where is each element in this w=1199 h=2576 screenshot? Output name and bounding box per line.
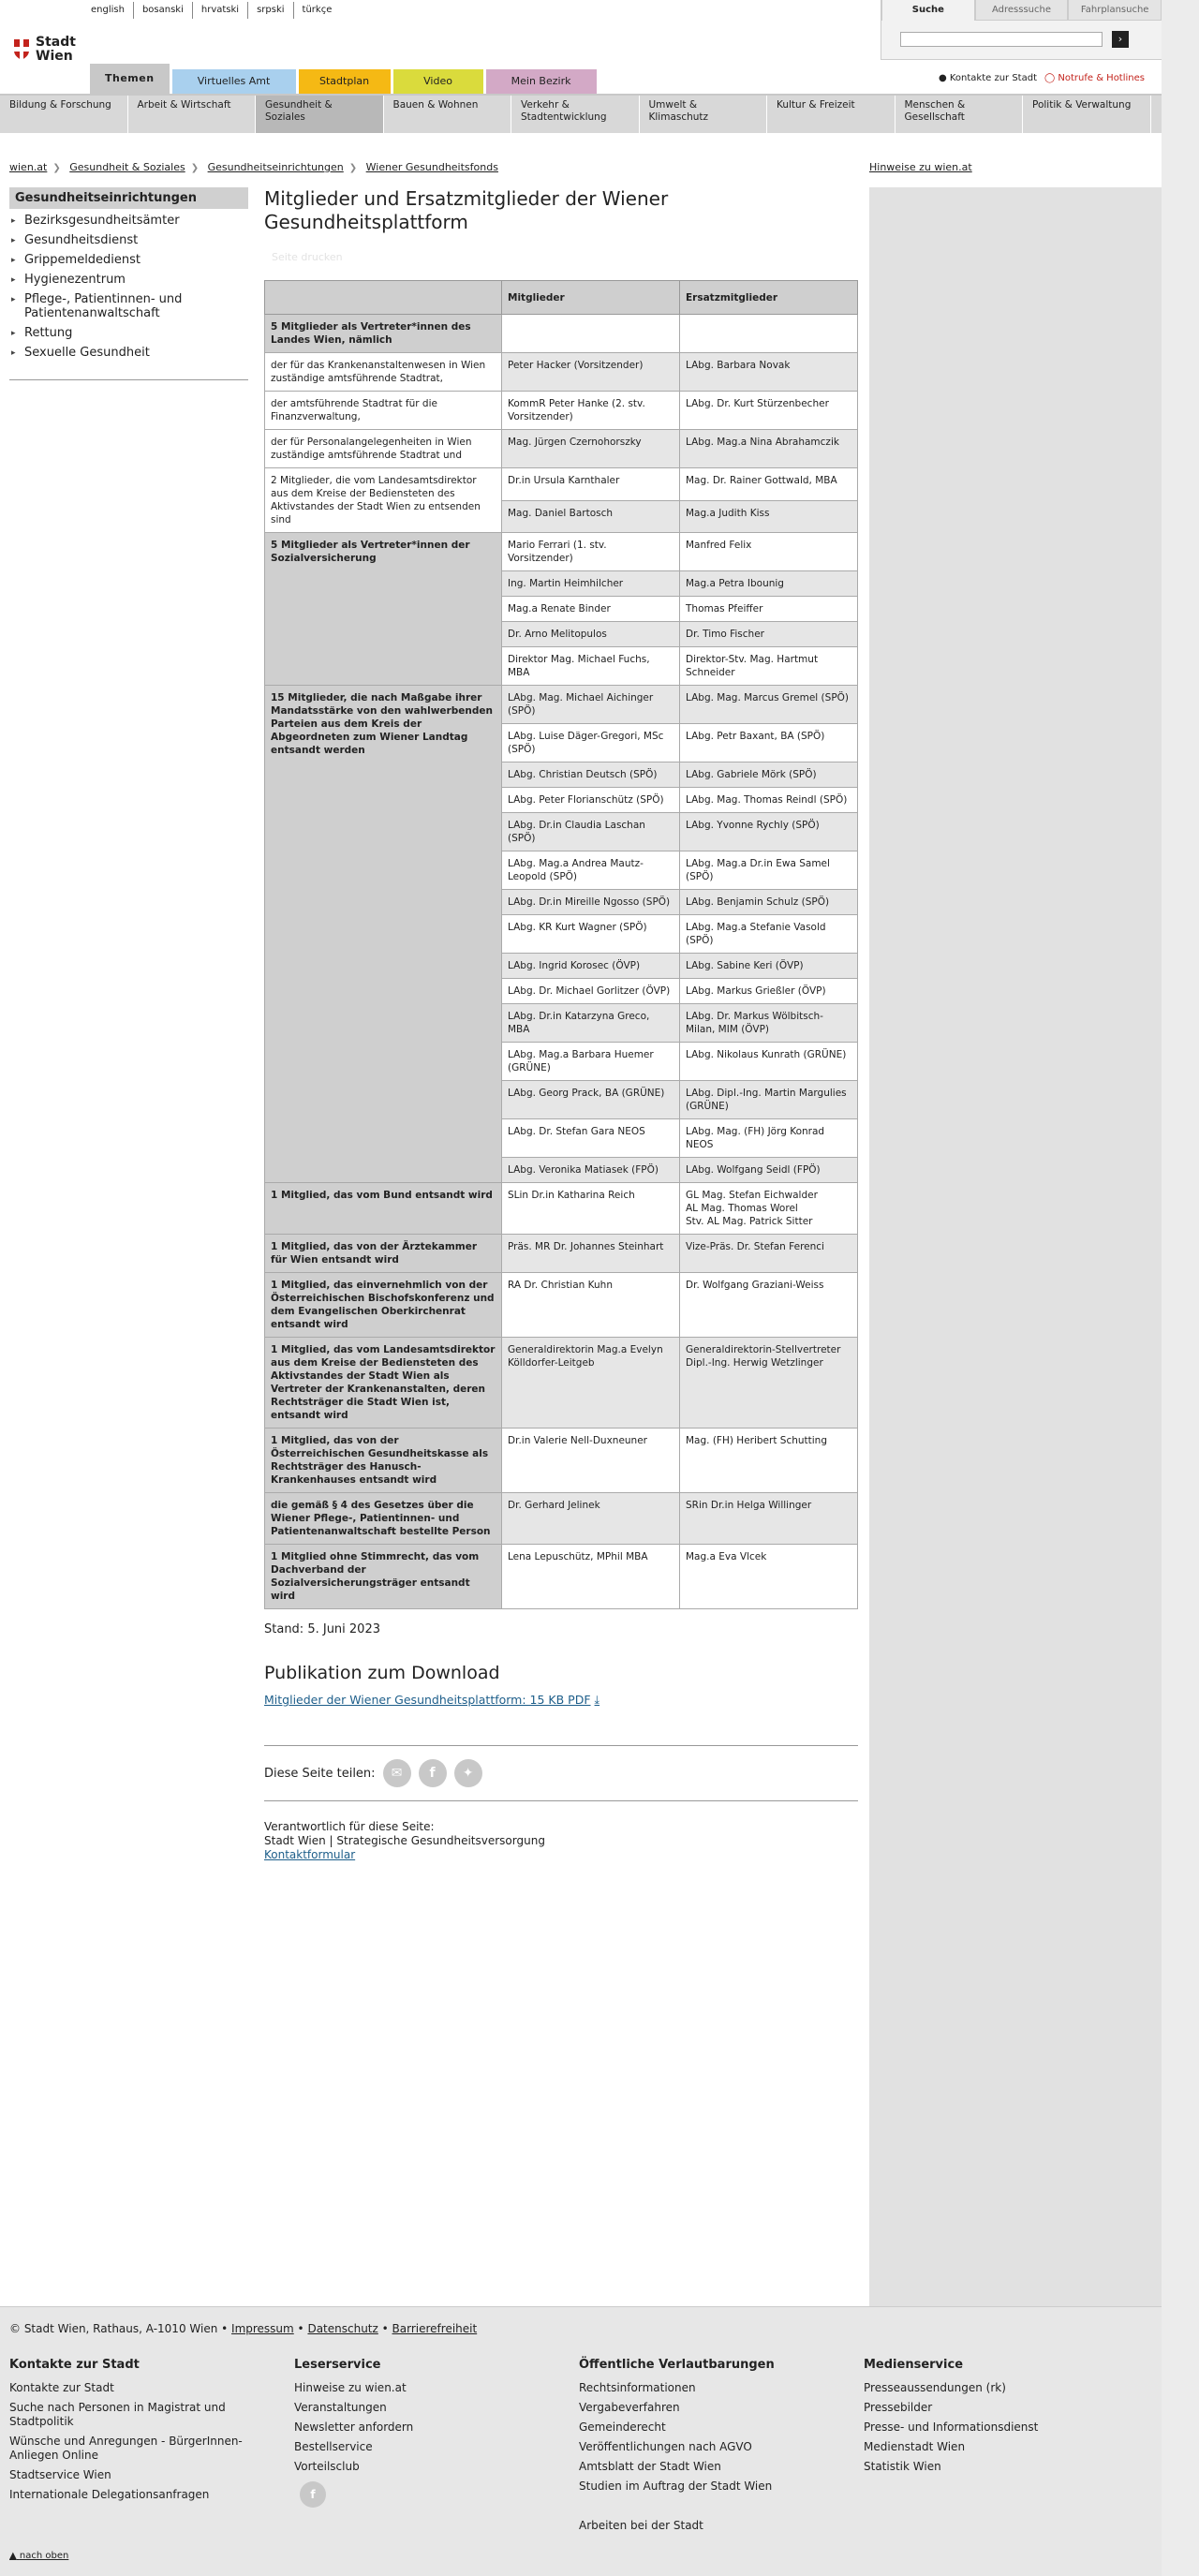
substitute-cell: LAbg. Mag. (FH) Jörg Konrad NEOS [680, 1119, 858, 1158]
table-row [265, 686, 858, 724]
coat-of-arms-icon [13, 38, 30, 61]
footer-link[interactable]: Veranstaltungen [294, 2401, 387, 2414]
category-cell: 5 Mitglieder als Vertreter*innen der Sozialversicherung [265, 533, 502, 686]
substitute-cell [680, 315, 858, 353]
footer-column [9, 2358, 294, 2539]
member-cell: Lena Lepuschütz, MPhil MBA [502, 1545, 680, 1609]
table-header-empty [265, 281, 502, 315]
footer-columns [9, 2358, 1148, 2539]
section-nav-item[interactable]: ▸ Bezirksgesundheitsämter [9, 211, 248, 230]
member-cell: Präs. MR Dr. Johannes Steinhart [502, 1235, 680, 1273]
logo-line2: Wien [36, 49, 73, 64]
site-footer [0, 2306, 1162, 2576]
lang-link[interactable]: hrvatski [193, 2, 248, 19]
nav-kultur[interactable]: Kultur & Freizeit [767, 96, 896, 133]
share-label: Diese Seite teilen: [264, 1766, 376, 1781]
table-row [265, 430, 858, 468]
facebook-share-icon[interactable]: f [419, 1759, 447, 1787]
category-cell: 5 Mitglieder als Vertreter*innen des Landes Wien, nämlich [265, 315, 502, 353]
member-cell: Peter Hacker (Vorsitzender) [502, 353, 680, 392]
substitute-cell: Manfred Felix [680, 533, 858, 571]
member-cell: Ing. Martin Heimhilcher [502, 571, 680, 597]
member-cell: LAbg. Dr.in Mireille Ngosso (SPÖ) [502, 890, 680, 915]
table-row [265, 468, 858, 501]
footer-link[interactable]: Newsletter anfordern [294, 2421, 414, 2434]
emergency-icon: ◯ [1044, 73, 1058, 83]
pdf-download-link[interactable]: Mitglieder der Wiener Gesundheitsplattform: 15 KB PDF ⤓ [264, 1693, 600, 1707]
tab-stadtplan[interactable]: Stadtplan [299, 69, 391, 94]
section-nav-item[interactable]: ▸ Grippemeldedienst [9, 250, 248, 270]
footer-link[interactable]: Vorteilsclub [294, 2460, 360, 2473]
nav-arbeit[interactable]: Arbeit & Wirtschaft [128, 96, 257, 133]
member-cell: Dr. Arno Melitopulos [502, 622, 680, 647]
caret-up-icon: ▲ [9, 2551, 17, 2561]
member-cell: LAbg. Georg Prack, BA (GRÜNE) [502, 1081, 680, 1119]
substitute-cell: LAbg. Mag.a Dr.in Ewa Samel (SPÖ) [680, 851, 858, 890]
substitute-cell: LAbg. Mag. Marcus Gremel (SPÖ) [680, 686, 858, 724]
footer-link[interactable]: Medienstadt Wien [864, 2440, 966, 2453]
language-switcher [82, 2, 340, 19]
chevron-right-icon: ❯ [190, 163, 200, 173]
footer-link[interactable]: Presseaussendungen (rk) [864, 2381, 1006, 2394]
section-nav-item[interactable]: ▸ Pflege-, Patientinnen- und Patientenanwaltschaft [9, 289, 248, 323]
page-right-margin [1162, 0, 1199, 2576]
table-row [265, 1545, 858, 1609]
tab-virtuelles-amt[interactable]: Virtuelles Amt [172, 69, 296, 94]
member-cell: LAbg. KR Kurt Wagner (SPÖ) [502, 915, 680, 954]
impressum-link[interactable]: Impressum [231, 2322, 294, 2335]
member-cell: RA Dr. Christian Kuhn [502, 1273, 680, 1338]
footer-link[interactable]: Amtsblatt der Stadt Wien [579, 2460, 721, 2473]
lang-link[interactable]: english [82, 2, 134, 19]
utility-links [939, 73, 1145, 83]
substitute-cell: LAbg. Benjamin Schulz (SPÖ) [680, 890, 858, 915]
member-cell: Dr.in Ursula Karnthaler [502, 468, 680, 501]
tab-suche[interactable]: Suche [881, 0, 975, 21]
stadt-wien-logo[interactable] [13, 36, 76, 64]
site-header [0, 0, 1162, 94]
footer-link[interactable]: Arbeiten bei der Stadt [579, 2519, 703, 2532]
nav-menschen[interactable]: Menschen & Gesellschaft [896, 96, 1024, 133]
member-cell: Mag. Jürgen Czernohorszky [502, 430, 680, 468]
theme-tabs [90, 69, 597, 94]
category-cell: 1 Mitglied, das vom Landesamtsdirektor aus dem Kreise der Bediensteten des Aktivstandes der Stadt Wien als Vertreter der Krankenanstalten, deren Rechtsträger die Stadt Wien ist, entsandt wird [265, 1338, 502, 1429]
search-submit-button[interactable]: › [1112, 31, 1129, 48]
category-cell: der für das Krankenanstaltenwesen in Wien zuständige amtsführende Stadtrat, [265, 353, 502, 392]
section-nav-item[interactable]: ▸ Gesundheitsdienst [9, 230, 248, 250]
substitute-cell: Generaldirektorin-Stellvertreter Dipl.-Ing. Herwig Wetzlinger [680, 1338, 858, 1429]
download-icon: ⤓ [594, 1693, 600, 1707]
substitute-cell: LAbg. Nikolaus Kunrath (GRÜNE) [680, 1043, 858, 1081]
section-nav-item[interactable]: ▸ Sexuelle Gesundheit [9, 343, 248, 363]
category-cell: 1 Mitglied, das einvernehmlich von der Österreichischen Bischofskonferenz und dem Evangelischen Oberkirchenrat entsandt wird [265, 1273, 502, 1338]
member-cell: Generaldirektorin Mag.a Evelyn Kölldorfer-Leitgeb [502, 1338, 680, 1429]
substitute-cell: Dr. Timo Fischer [680, 622, 858, 647]
footer-column [294, 2358, 579, 2539]
table-row [265, 392, 858, 430]
footer-column-title: Öffentliche Verlautbarungen [579, 2358, 775, 2372]
tab-themen[interactable]: Themen [90, 64, 170, 94]
breadcrumb-link[interactable]: Wiener Gesundheitsfonds [365, 161, 498, 173]
member-cell: LAbg. Mag.a Barbara Huemer (GRÜNE) [502, 1043, 680, 1081]
search-input[interactable] [900, 32, 1103, 47]
members-table [264, 280, 858, 1609]
category-cell: der für Personalangelegenheiten in Wien zuständige amtsführende Stadtrat und [265, 430, 502, 468]
members-table-body [265, 315, 858, 1609]
table-row [265, 1493, 858, 1545]
nav-gesundheit[interactable]: Gesundheit & Soziales [256, 96, 384, 133]
footer-link[interactable]: Internationale Delegationsanfragen [9, 2488, 210, 2501]
print-link[interactable]: Seite drucken [272, 251, 343, 263]
share-bar [264, 1759, 858, 1787]
publication-heading: Publikation zum Download [264, 1663, 500, 1683]
twitter-share-icon[interactable]: ✦ [454, 1759, 482, 1787]
category-cell: 1 Mitglied, das vom Bund entsandt wird [265, 1183, 502, 1235]
person-icon: ● [938, 73, 950, 83]
member-cell: LAbg. Luise Däger-Gregori, MSc (SPÖ) [502, 724, 680, 762]
tab-video[interactable]: Video [393, 69, 483, 94]
member-cell: LAbg. Dr. Michael Gorlitzer (ÖVP) [502, 979, 680, 1004]
tab-mein-bezirk[interactable]: Mein Bezirk [486, 69, 597, 94]
barrierefreiheit-link[interactable]: Barrierefreiheit [392, 2322, 478, 2335]
datenschutz-link[interactable]: Datenschutz [307, 2322, 378, 2335]
footer-column [579, 2358, 864, 2539]
substitute-cell: LAbg. Barbara Novak [680, 353, 858, 392]
substitute-cell: LAbg. Wolfgang Seidl (FPÖ) [680, 1158, 858, 1183]
breadcrumb [9, 161, 498, 173]
member-cell: KommR Peter Hanke (2. stv. Vorsitzender) [502, 392, 680, 430]
member-cell: LAbg. Veronika Matiasek (FPÖ) [502, 1158, 680, 1183]
breadcrumb-link[interactable]: Gesundheit & Soziales [69, 161, 185, 173]
table-row [265, 533, 858, 571]
copyright-line: © Stadt Wien, Rathaus, A-1010 Wien • Impressum • Datenschutz • Barrierefreiheit [9, 2322, 478, 2335]
table-row [265, 1183, 858, 1235]
category-cell: der amtsführende Stadtrat für die Finanzverwaltung, [265, 392, 502, 430]
substitute-cell: SRin Dr.in Helga Willinger [680, 1493, 858, 1545]
member-cell: LAbg. Mag. Michael Aichinger (SPÖ) [502, 686, 680, 724]
substitute-cell: Mag.a Judith Kiss [680, 500, 858, 533]
chevron-right-icon: ❯ [52, 163, 61, 173]
category-cell: 1 Mitglied, das von der Ärztekammer für Wien entsandt wird [265, 1235, 502, 1273]
table-row [265, 353, 858, 392]
footer-link[interactable]: Statistik Wien [864, 2460, 941, 2473]
member-cell: Dr.in Valerie Nell-Duxneuner [502, 1429, 680, 1493]
table-row [265, 1235, 858, 1273]
right-sidebar [869, 187, 1162, 2306]
footer-link[interactable]: Vergabeverfahren [579, 2401, 680, 2414]
back-to-top-link[interactable]: ▲ nach oben [9, 2551, 69, 2561]
breadcrumb-link[interactable]: Gesundheitseinrichtungen [207, 161, 344, 173]
substitute-cell: LAbg. Markus Grießler (ÖVP) [680, 979, 858, 1004]
substitute-cell: LAbg. Dr. Kurt Stürzenbecher [680, 392, 858, 430]
footer-column-title: Leserservice [294, 2358, 381, 2372]
table-row [265, 1338, 858, 1429]
footer-link[interactable]: Hinweise zu wien.at [294, 2381, 407, 2394]
member-cell: Dr. Gerhard Jelinek [502, 1493, 680, 1545]
facebook-icon[interactable]: f [300, 2481, 326, 2508]
table-row [265, 1429, 858, 1493]
substitute-cell: LAbg. Sabine Keri (ÖVP) [680, 954, 858, 979]
footer-column-title: Kontakte zur Stadt [9, 2358, 140, 2372]
member-cell: Direktor Mag. Michael Fuchs, MBA [502, 647, 680, 686]
footer-column-title: Medienservice [864, 2358, 964, 2372]
main-navigation [0, 94, 1162, 133]
footer-link[interactable]: Suche nach Personen in Magistrat und Stadtpolitik [9, 2401, 226, 2428]
substitute-cell: Mag.a Petra Ibounig [680, 571, 858, 597]
contacts-link[interactable]: ● Kontakte zur Stadt [938, 73, 1037, 83]
footer-link[interactable]: Bestellservice [294, 2440, 373, 2453]
tab-adresssuche[interactable]: Adresssuche [975, 0, 1069, 21]
member-cell [502, 315, 680, 353]
substitute-cell: LAbg. Petr Baxant, BA (SPÖ) [680, 724, 858, 762]
category-cell: 1 Mitglied, das von der Österreichischen Gesundheitskasse als Rechtsträger des Hanusch-Krankenhauses entsandt wird [265, 1429, 502, 1493]
lang-link[interactable]: srpski [248, 2, 293, 19]
substitute-cell: Thomas Pfeiffer [680, 597, 858, 622]
nav-verkehr[interactable]: Verkehr & Stadtentwicklung [511, 96, 640, 133]
member-cell: SLin Dr.in Katharina Reich [502, 1183, 680, 1235]
table-row [265, 1273, 858, 1338]
nav-politik[interactable]: Politik & Verwaltung [1023, 96, 1151, 133]
footer-link[interactable]: Gemeinderecht [579, 2421, 666, 2434]
chevron-right-icon: ❯ [348, 163, 358, 173]
tab-fahrplansuche[interactable]: Fahrplansuche [1068, 0, 1162, 21]
substitute-cell: LAbg. Mag.a Stefanie Vasold (SPÖ) [680, 915, 858, 954]
member-cell: LAbg. Mag.a Andrea Mautz-Leopold (SPÖ) [502, 851, 680, 890]
member-cell: LAbg. Peter Florianschütz (SPÖ) [502, 788, 680, 813]
footer-link[interactable]: Veröffentlichungen nach AGVO [579, 2440, 752, 2453]
substitute-cell: Mag. Dr. Rainer Gottwald, MBA [680, 468, 858, 501]
member-cell: LAbg. Christian Deutsch (SPÖ) [502, 762, 680, 788]
footer-link[interactable]: Presse- und Informationsdienst [864, 2421, 1039, 2434]
substitute-cell: LAbg. Mag. Thomas Reindl (SPÖ) [680, 788, 858, 813]
mail-share-icon[interactable]: ✉ [383, 1759, 411, 1787]
member-cell: Mag.a Renate Binder [502, 597, 680, 622]
member-cell: Mario Ferrari (1. stv. Vorsitzender) [502, 533, 680, 571]
substitute-cell: Mag. (FH) Heribert Schutting [680, 1429, 858, 1493]
member-cell: LAbg. Ingrid Korosec (ÖVP) [502, 954, 680, 979]
table-row [265, 315, 858, 353]
emergency-link[interactable]: ◯ Notrufe & Hotlines [1044, 73, 1145, 83]
category-cell: die gemäß § 4 des Gesetzes über die Wiener Pflege-, Patientinnen- und Patientenanwaltschaft bestellte Person [265, 1493, 502, 1545]
member-cell: Mag. Daniel Bartosch [502, 500, 680, 533]
search-panel [881, 0, 1162, 60]
substitute-cell: LAbg. Dr. Markus Wölbitsch-Milan, MIM (ÖVP) [680, 1004, 858, 1043]
breadcrumb-link[interactable]: wien.at [9, 161, 48, 173]
nav-bildung[interactable]: Bildung & Forschung [0, 96, 128, 133]
responsible-label: Verantwortlich für diese Seite: [264, 1820, 435, 1833]
lang-link[interactable]: türkçe [302, 5, 333, 15]
nav-bauen[interactable]: Bauen & Wohnen [384, 96, 512, 133]
section-nav-title[interactable]: Gesundheitseinrichtungen [9, 187, 248, 209]
footer-column [864, 2358, 1148, 2539]
section-nav-item[interactable]: ▸ Hygienezentrum [9, 270, 248, 289]
substitute-cell: Mag.a Eva Vlcek [680, 1545, 858, 1609]
substitute-cell: LAbg. Mag.a Nina Abrahamczik [680, 430, 858, 468]
hinweis-link[interactable]: Hinweise zu wien.at [869, 161, 972, 173]
last-updated: Stand: 5. Juni 2023 [264, 1622, 380, 1636]
substitute-cell: Dr. Wolfgang Graziani-Weiss [680, 1273, 858, 1338]
nav-umwelt[interactable]: Umwelt & Klimaschutz [640, 96, 768, 133]
footer-link [579, 2499, 822, 2513]
footer-link[interactable]: Pressebilder [864, 2401, 933, 2414]
member-cell: LAbg. Dr.in Claudia Laschan (SPÖ) [502, 813, 680, 851]
substitute-cell: Direktor-Stv. Mag. Hartmut Schneider [680, 647, 858, 686]
responsible-block [264, 1820, 858, 1862]
logo-line1: Stadt [36, 35, 76, 50]
footer-link[interactable]: Rechtsinformationen [579, 2381, 696, 2394]
member-cell: LAbg. Dr.in Katarzyna Greco, MBA [502, 1004, 680, 1043]
contact-form-link[interactable]: Kontaktformular [264, 1848, 356, 1861]
substitute-cell: LAbg. Dipl.-Ing. Martin Margulies (GRÜNE) [680, 1081, 858, 1119]
footer-link[interactable]: Kontakte zur Stadt [9, 2381, 114, 2394]
substitute-cell: GL Mag. Stefan Eichwalder AL Mag. Thomas Worel Stv. AL Mag. Patrick Sitter [680, 1183, 858, 1235]
category-cell: 1 Mitglied ohne Stimmrecht, das vom Dachverband der Sozialversicherungsträger entsandt wird [265, 1545, 502, 1609]
divider [264, 1745, 858, 1746]
substitute-cell: Vize-Präs. Dr. Stefan Ferenci [680, 1235, 858, 1273]
responsible-org: Stadt Wien | Strategische Gesundheitsversorgung [264, 1834, 545, 1847]
lang-link[interactable]: bosanski [134, 2, 193, 19]
footer-link[interactable]: Wünsche und Anregungen - BürgerInnen-Anliegen Online [9, 2435, 243, 2462]
footer-link[interactable]: Stadtservice Wien [9, 2468, 111, 2481]
table-header-substitutes: Ersatzmitglieder [680, 281, 858, 315]
category-cell: 15 Mitglieder, die nach Maßgabe ihrer Mandatsstärke von den wahlwerbenden Parteien aus dem Kreis der Abgeordneten zum Wiener Landtag entsandt werden [265, 686, 502, 1183]
category-cell: 2 Mitglieder, die vom Landesamtsdirektor aus dem Kreise der Bediensteten des Aktivstandes der Stadt Wien zu entsenden sind [265, 468, 502, 533]
substitute-cell: LAbg. Gabriele Mörk (SPÖ) [680, 762, 858, 788]
divider [264, 1800, 858, 1801]
footer-link[interactable]: Studien im Auftrag der Stadt Wien [579, 2480, 773, 2493]
section-nav-item[interactable]: ▸ Rettung [9, 323, 248, 343]
section-navigation [9, 187, 248, 380]
table-header-members: Mitglieder [502, 281, 680, 315]
substitute-cell: LAbg. Yvonne Rychly (SPÖ) [680, 813, 858, 851]
main-content [264, 187, 858, 1862]
page-title: Mitglieder und Ersatzmitglieder der Wiener Gesundheitsplattform [264, 187, 669, 233]
member-cell: LAbg. Dr. Stefan Gara NEOS [502, 1119, 680, 1158]
